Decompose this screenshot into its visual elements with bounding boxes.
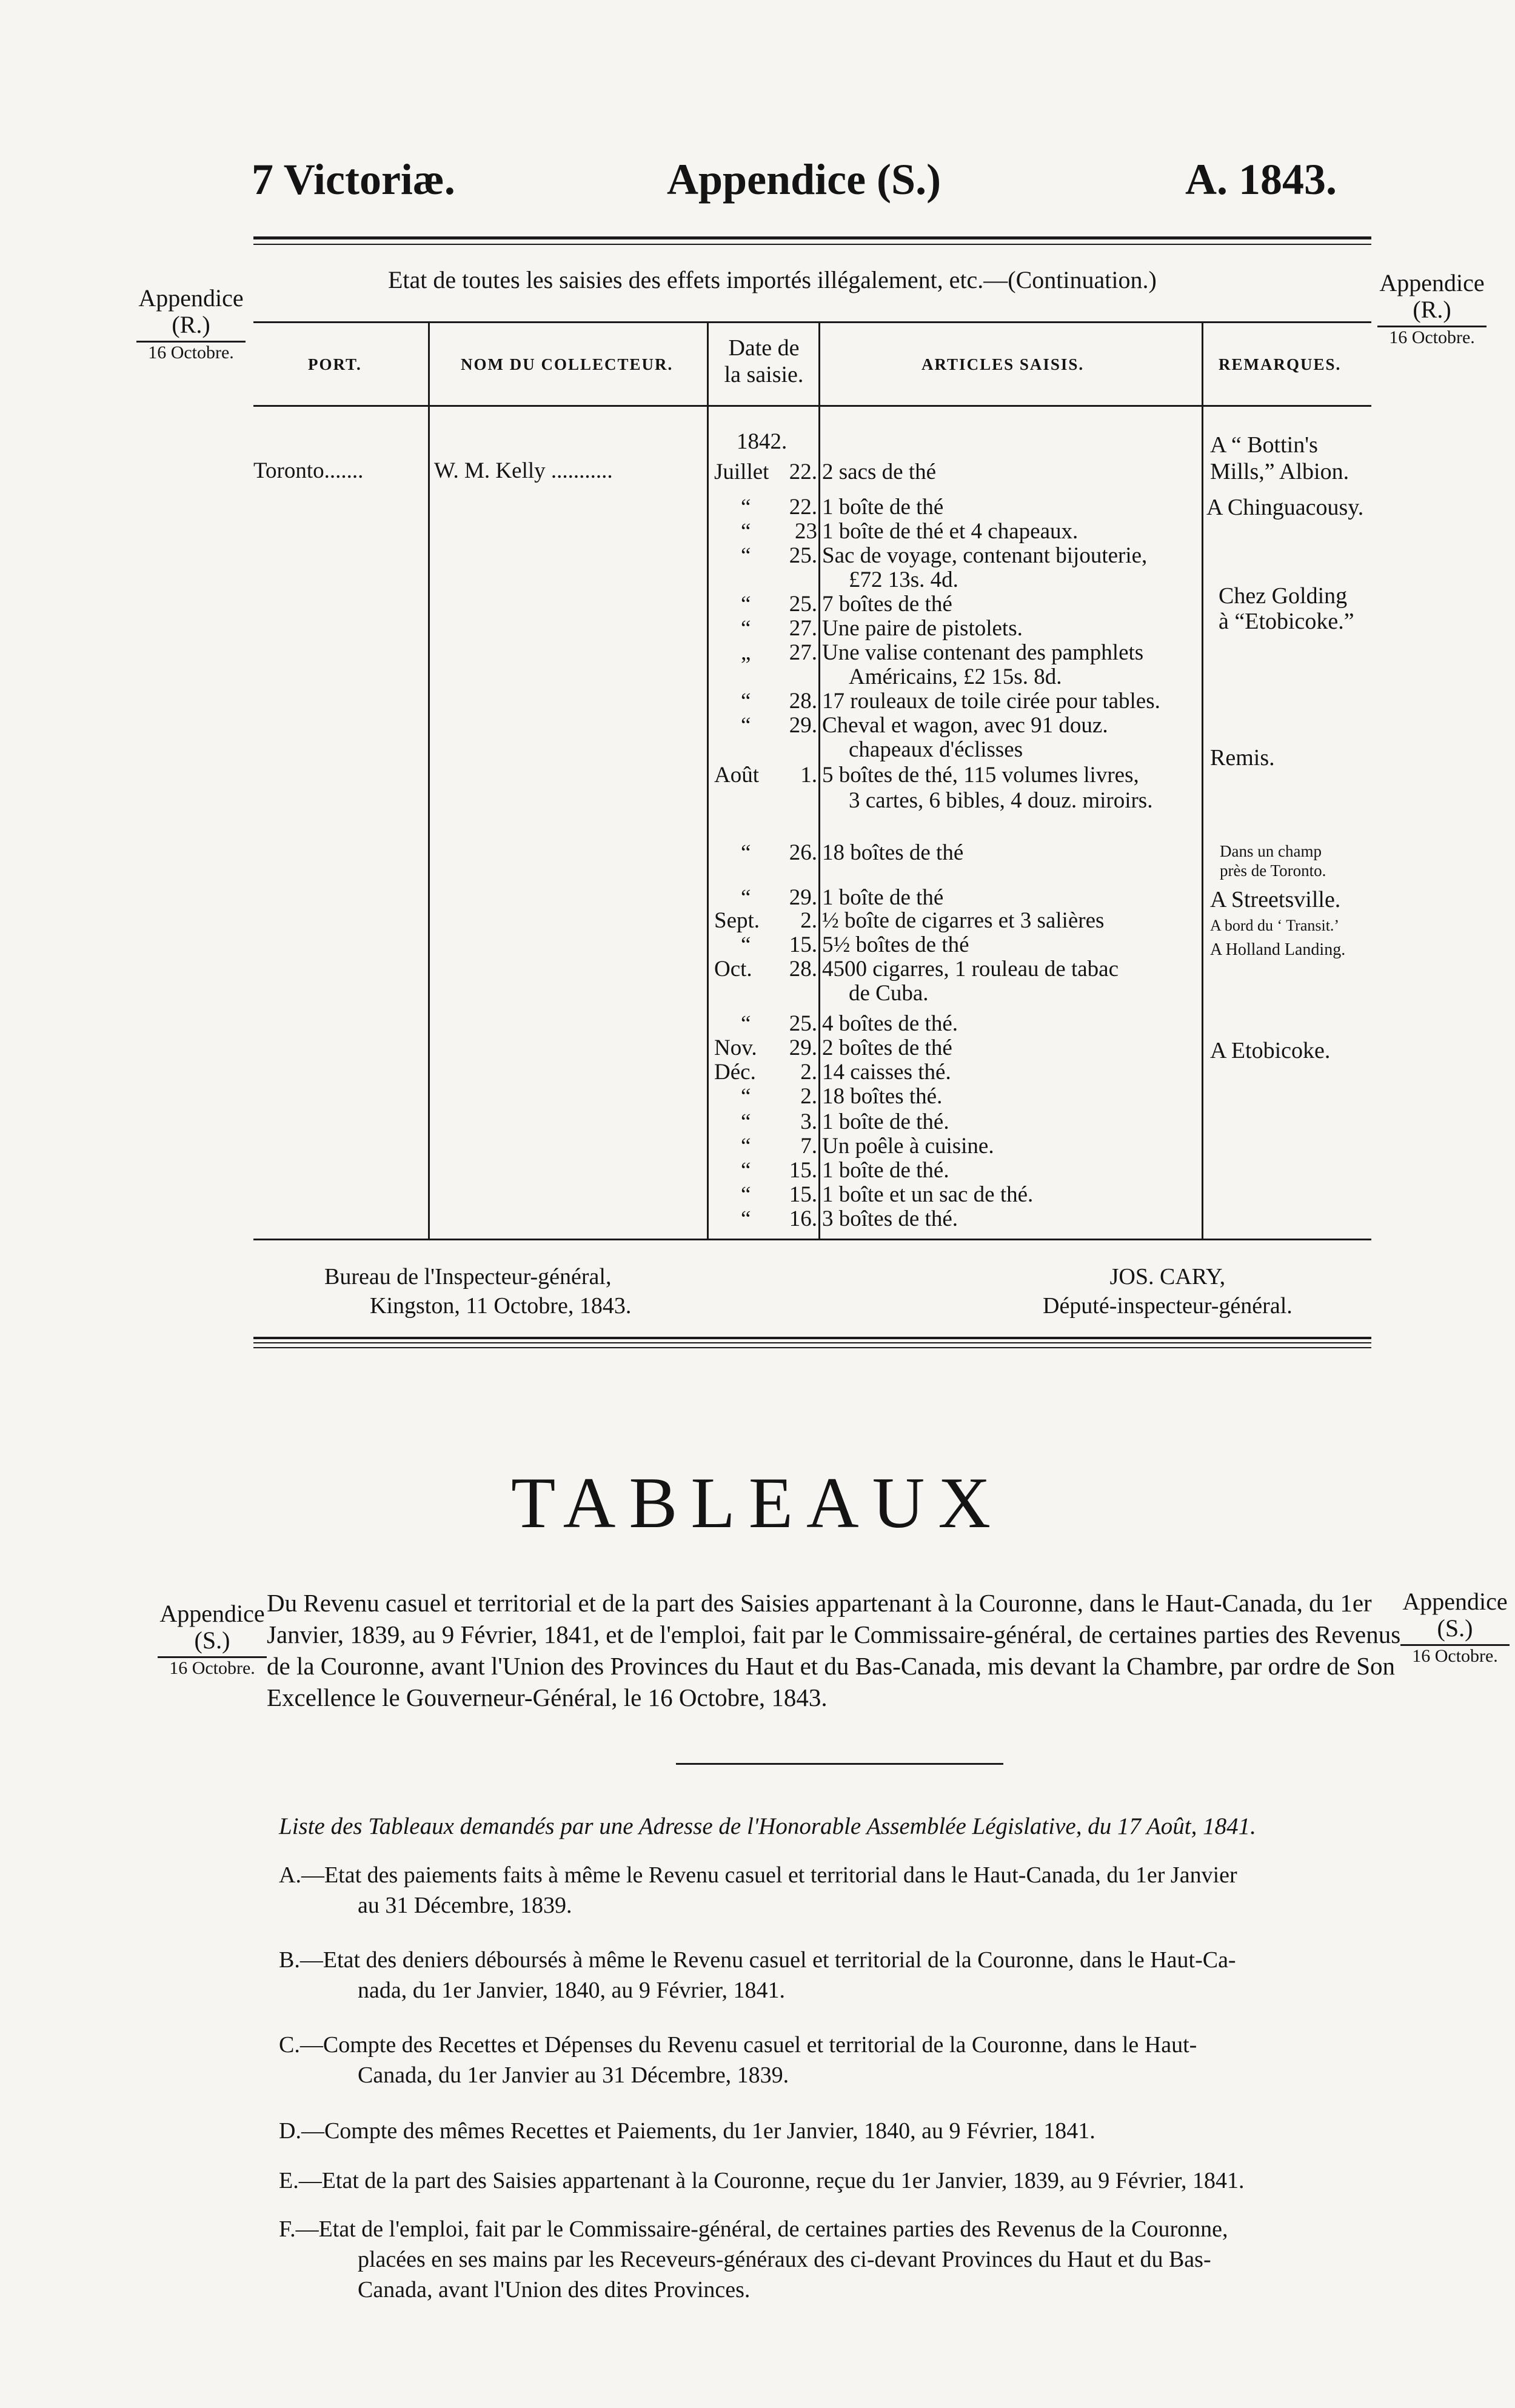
- section-rule-thin: [253, 1342, 1371, 1343]
- date-month: “: [741, 840, 751, 865]
- list-item-letter: C.—: [279, 2032, 323, 2058]
- article-text: 1 boîte de thé.: [822, 1158, 949, 1183]
- side-note-top-left: Appendice (R.) 16 Octobre.: [130, 285, 252, 363]
- article-text: Une paire de pistolets.: [822, 616, 1023, 641]
- date-month: “: [741, 495, 751, 520]
- list-item-text: Compte des mêmes Recettes et Paiements, du 1er Janvier, 1840, au 9 Février, 1841.: [324, 2118, 1095, 2144]
- article-text: 5 boîtes de thé, 115 volumes livres,: [822, 763, 1139, 788]
- date-day: 23: [795, 519, 817, 544]
- article-text: 1 boîte de thé: [822, 495, 944, 520]
- section-rule-thin: [253, 1347, 1371, 1348]
- collecteur-cell: W. M. Kelly ...........: [434, 458, 613, 483]
- date-month: “: [741, 1084, 751, 1109]
- list-item-letter: B.—: [279, 1947, 323, 1973]
- list-item-continuation: placées en ses mains par les Receveurs-généraux des ci-devant Provinces du Haut et du Bas-: [358, 2247, 1211, 2272]
- list-item-text: Etat de la part des Saisies appartenant à la Couronne, reçue du 1er Janvier, 1839, au 9 Février, 1841.: [321, 2168, 1245, 2193]
- article-text: 18 boîtes de thé: [822, 840, 964, 865]
- remark-bottins-mills: A “ Bottin's Mills,” Albion.: [1210, 432, 1349, 484]
- col-header-collecteur: NOM DU COLLECTEUR.: [461, 355, 674, 373]
- list-item: [279, 2166, 1394, 2196]
- article-text: 4500 cigarres, 1 rouleau de tabac: [822, 957, 1119, 982]
- date-day: 2.: [800, 1084, 817, 1109]
- side-note-bottom-left: Appendice (S.) 16 Octobre.: [152, 1600, 273, 1678]
- article-text: 1 boîte et un sac de thé.: [822, 1182, 1034, 1207]
- remark-champ: Dans un champ près de Toronto.: [1220, 842, 1326, 880]
- remark-golding: Chez Golding à “Etobicoke.”: [1219, 583, 1354, 634]
- list-item: [279, 2214, 1394, 2305]
- table-title: Etat de toutes les saisies des effets importés illégalement, etc.—(Continuation.): [388, 266, 1157, 293]
- remark-holland-landing: A Holland Landing.: [1210, 940, 1346, 959]
- tableaux-intro: Du Revenu casuel et territorial et de la part des Saisies appartenant à la Couronne, dans le Haut-Canada, du 1er Janvier, 1839, au 9 Février, 1841, et de l'emploi, fait par le Commissaire-général, de certaines parties des Revenus de la Couronne, avant l'Union des Provinces du Haut et du Bas-Canada, mis devant la Chambre, par ordre de Son Excellence le Gouverneur-Général, le 16 Octobre, 1843.: [267, 1589, 1401, 1711]
- article-text: 1 boîte de thé et 4 chapeaux.: [822, 519, 1079, 544]
- article-text: 2 boîtes de thé: [822, 1035, 952, 1060]
- date-month: Déc.: [714, 1060, 756, 1085]
- date-day: 28.: [789, 689, 817, 714]
- article-text: chapeaux d'éclisses: [849, 737, 1023, 762]
- article-text: £72 13s. 4d.: [849, 567, 958, 592]
- list-item-continuation: nada, du 1er Janvier, 1840, au 9 Février, 1841.: [358, 1978, 786, 2003]
- col-divider: [1202, 323, 1203, 1239]
- side-note-top-right: Appendice (R.) 16 Octobre.: [1371, 270, 1493, 347]
- table-head-rule: [253, 405, 1371, 407]
- date-month: Août: [714, 763, 759, 788]
- col-header-remarques: REMARQUES.: [1219, 355, 1342, 373]
- date-day: 22.: [789, 460, 817, 484]
- list-item: [279, 2030, 1394, 2090]
- article-text: 5½ boîtes de thé: [822, 932, 969, 957]
- header-rule-thin: [253, 244, 1371, 245]
- remark-remis: Remis.: [1210, 745, 1275, 771]
- remark-chinguacousy: A Chinguacousy.: [1206, 495, 1364, 520]
- date-month: Juillet: [714, 460, 769, 484]
- date-day: 25.: [789, 592, 817, 617]
- section-rule: [253, 1337, 1371, 1339]
- date-day: 3.: [800, 1109, 817, 1134]
- list-item: [279, 1945, 1394, 2005]
- date-month: “: [741, 1158, 751, 1183]
- article-text: Américains, £2 15s. 8d.: [849, 664, 1062, 689]
- list-title: Liste des Tableaux demandés par une Adresse de l'Honorable Assemblée Législative, du 17 Août, 1841.: [279, 1813, 1256, 1839]
- date-day: 2.: [800, 1060, 817, 1085]
- article-text: 17 rouleaux de toile cirée pour tables.: [822, 689, 1160, 714]
- list-item-continuation: au 31 Décembre, 1839.: [358, 1893, 572, 1918]
- date-day: 29.: [789, 885, 817, 910]
- date-day: 26.: [789, 840, 817, 865]
- article-text: ½ boîte de cigarres et 3 salières: [822, 908, 1105, 933]
- date-day: 16.: [789, 1206, 817, 1231]
- col-divider: [428, 323, 430, 1239]
- list-item-text: Etat de l'emploi, fait par le Commissaire-général, de certaines parties des Revenus de la Couronne,: [318, 2216, 1228, 2242]
- list-item: [279, 1860, 1394, 1921]
- list-item-text: Etat des paiements faits à même le Revenu casuel et territorial dans le Haut-Canada, du 1er Janvier: [324, 1862, 1237, 1888]
- col-header-port: PORT.: [308, 355, 362, 373]
- remark-etobicoke: A Etobicoke.: [1210, 1038, 1331, 1063]
- date-month: “: [741, 543, 751, 568]
- remark-streetsville: A Streetsville.: [1210, 887, 1341, 912]
- list-item-letter: D.—: [279, 2118, 324, 2144]
- col-header-date: Date de la saisie.: [724, 335, 804, 387]
- date-month: “: [741, 932, 751, 957]
- date-day: 29.: [789, 713, 817, 738]
- date-day: 1.: [800, 763, 817, 788]
- list-item-continuation: Canada, du 1er Janvier au 31 Décembre, 1839.: [358, 2062, 789, 2088]
- remark-transit: A bord du ‘ Transit.’: [1210, 917, 1340, 934]
- date-month: “: [741, 519, 751, 544]
- date-month: “: [741, 616, 751, 641]
- header-center: Appendice (S.): [667, 155, 941, 204]
- article-text: 4 boîtes de thé.: [822, 1011, 958, 1036]
- article-text: 3 cartes, 6 bibles, 4 douz. miroirs.: [849, 788, 1153, 813]
- date-month: Oct.: [714, 957, 752, 982]
- date-month: “: [741, 1109, 751, 1134]
- article-text: Une valise contenant des pamphlets: [822, 640, 1144, 665]
- list-item: [279, 2116, 1394, 2146]
- date-day: 15.: [789, 1158, 817, 1183]
- date-month: “: [741, 1206, 751, 1231]
- date-month: “: [741, 1182, 751, 1207]
- date-month: “: [741, 592, 751, 617]
- header-right: A. 1843.: [1185, 155, 1337, 204]
- article-text: 18 boîtes thé.: [822, 1084, 943, 1109]
- date-month: “: [741, 885, 751, 910]
- header-rule: [253, 236, 1371, 239]
- date-day: 25.: [789, 543, 817, 568]
- year-cell: 1842.: [737, 429, 788, 454]
- date-month: “: [741, 713, 751, 738]
- date-day: 27.: [789, 640, 817, 665]
- table-top-rule: [253, 321, 1371, 323]
- article-text: Sac de voyage, contenant bijouterie,: [822, 543, 1148, 568]
- port-cell: Toronto.......: [253, 458, 364, 483]
- tableaux-title: TABLEAUX: [511, 1462, 1004, 1543]
- date-day: 25.: [789, 1011, 817, 1036]
- separator: [676, 1763, 1003, 1765]
- date-day: 7.: [800, 1134, 817, 1159]
- date-day: 2.: [800, 908, 817, 933]
- footer-office: Bureau de l'Inspecteur-général, Kingston, 11 Octobre, 1843.: [324, 1264, 632, 1319]
- article-text: 1 boîte de thé.: [822, 1109, 949, 1134]
- date-day: 22.: [789, 495, 817, 520]
- date-month: “: [741, 1134, 751, 1159]
- article-text: 14 caisses thé.: [822, 1060, 951, 1085]
- date-month: “: [741, 689, 751, 714]
- footer-signature: JOS. CARY, Député-inspecteur-général.: [1043, 1264, 1293, 1319]
- article-text: 3 boîtes de thé.: [822, 1206, 958, 1231]
- list-item-letter: A.—: [279, 1862, 324, 1888]
- list-item-letter: E.—: [279, 2168, 322, 2193]
- list-item-text: Etat des deniers déboursés à même le Revenu casuel et territorial de la Couronne, dans le Haut-Ca-: [323, 1947, 1236, 1973]
- col-header-articles: ARTICLES SAISIS.: [921, 355, 1085, 373]
- header-left: 7 Victoriæ.: [252, 155, 455, 204]
- date-day: 15.: [789, 932, 817, 957]
- date-month: “: [741, 1011, 751, 1036]
- article-text: Cheval et wagon, avec 91 douz.: [822, 713, 1108, 738]
- col-divider: [707, 323, 709, 1239]
- date-day: 27.: [789, 616, 817, 641]
- date-day: 29.: [789, 1035, 817, 1060]
- article-text: 7 boîtes de thé: [822, 592, 952, 617]
- date-month: Sept.: [714, 908, 760, 933]
- article-text: de Cuba.: [849, 981, 929, 1006]
- list-item-letter: F.—: [279, 2216, 319, 2242]
- table-bottom-rule: [253, 1239, 1371, 1240]
- col-divider: [818, 323, 820, 1239]
- date-month: „: [741, 640, 751, 665]
- date-day: 15.: [789, 1182, 817, 1207]
- article-text: 1 boîte de thé: [822, 885, 944, 910]
- side-note-bottom-right: Appendice (S.) 16 Octobre.: [1394, 1588, 1515, 1666]
- list-item-text: Compte des Recettes et Dépenses du Revenu casuel et territorial de la Couronne, dans le Haut-: [323, 2032, 1197, 2058]
- article-text: 2 sacs de thé: [822, 460, 937, 484]
- list-item-continuation: Canada, avant l'Union des dites Provinces.: [358, 2277, 751, 2303]
- date-month: Nov.: [714, 1035, 757, 1060]
- date-day: 28.: [789, 957, 817, 982]
- article-text: Un poêle à cuisine.: [822, 1134, 994, 1159]
